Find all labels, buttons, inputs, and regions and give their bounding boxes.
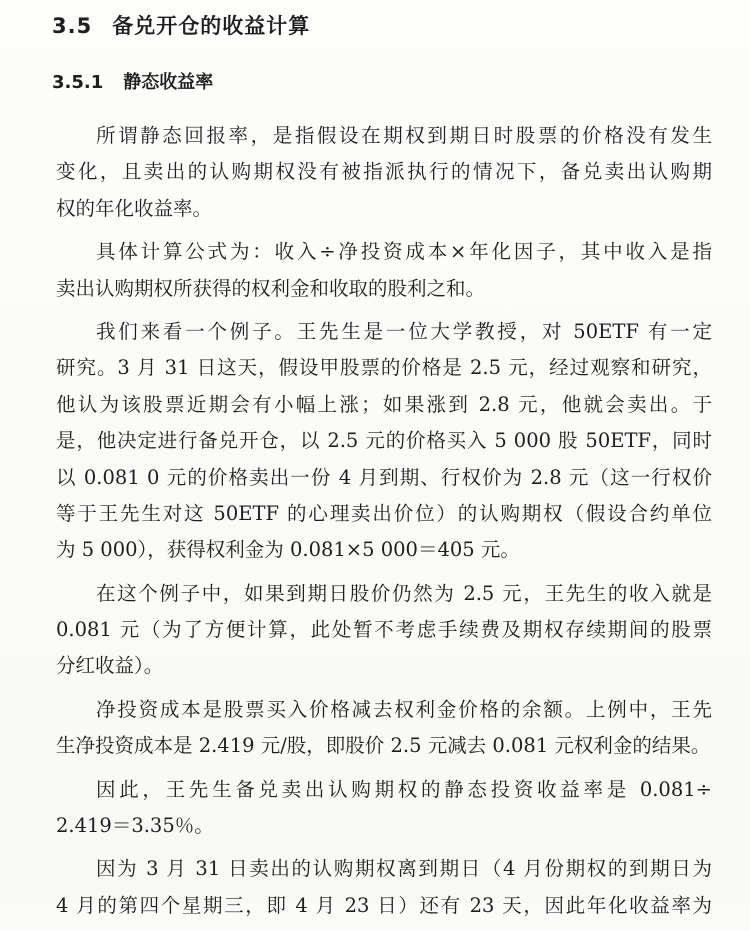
text-line: 卖出认购期权所获得的权利金和收取的股利之和。 — [56, 276, 486, 300]
text-line: 0.081 元（为了方便计算，此处暂不考虑手续费及期权存续期间的股票 — [56, 618, 712, 642]
paragraph-formula — [56, 234, 712, 307]
text-line: 研究。3 月 31 日这天，假设甲股票的价格是 2.5 元，经过观察和研究， — [56, 356, 712, 380]
subsection-title: 静态收益率 — [123, 72, 214, 93]
text-line: 生净投资成本是 2.419 元/股，即股价 2.5 元减去 0.081 元权利金的结果。 — [56, 734, 711, 758]
paragraph-income — [56, 576, 712, 685]
paragraph-net-cost — [56, 692, 712, 765]
paragraph-example — [56, 314, 712, 569]
text-line: 我们来看一个例子。王先生是一位大学教授，对 50ETF 有一定 — [96, 319, 712, 343]
text-line: 变化，且卖出的认购期权没有被指派执行的情况下，备兑卖出认购期 — [56, 160, 712, 184]
text-line: 所谓静态回报率，是指假设在期权到期日时股票的价格没有发生 — [96, 124, 712, 147]
subsection-number: 3.5.1 — [52, 72, 104, 93]
text-line: 因此，王先生备兑卖出认购期权的静态投资收益率是 0.081÷ — [96, 777, 712, 801]
section-number: 3.5 — [52, 14, 93, 38]
text-line: 因为 3 月 31 日卖出的认购期权离到期日（4 月份期权的到期日为 — [96, 857, 712, 881]
text-line: 4 月的第四个星期三，即 4 月 23 日）还有 23 天，因此年化收益率为 — [56, 893, 712, 917]
paragraph-static-return-result — [56, 772, 712, 845]
text-line: 是，他决定进行备兑开仓，以 2.5 元的价格买入 5 000 股 50ETF，同时 — [56, 429, 712, 453]
text-line: 分红收益）。 — [56, 654, 164, 678]
text-line: 2.419＝3.35％。 — [56, 814, 214, 838]
text-line: 他认为该股票近期会有小幅上涨；如果涨到 2.8 元，他就会卖出。于 — [56, 392, 712, 416]
section-title: 备兑开仓的收益计算 — [112, 14, 311, 38]
text-line: 具体计算公式为：收入÷净投资成本×年化因子，其中收入是指 — [96, 240, 712, 264]
text-line: 权的年化收益率。 — [56, 196, 213, 220]
body-text — [56, 118, 712, 931]
text-line: 在这个例子中，如果到期日股价仍然为 2.5 元，王先生的收入就是 — [96, 581, 712, 605]
text-line: 等于王先生对这 50ETF 的心理卖出价位）的认购期权（假设合约单位 — [56, 501, 712, 525]
text-line: 净投资成本是股票买入价格减去权利金价格的余额。上例中，王先 — [96, 697, 712, 721]
paragraph-static-return-definition — [56, 118, 712, 227]
paragraph-annualized — [56, 851, 712, 924]
section-heading — [52, 10, 310, 40]
text-line: 为 5 000），获得权利金为 0.081×5 000＝405 元。 — [56, 538, 520, 562]
subsection-heading — [52, 68, 213, 94]
text-line: 以 0.081 0 元的价格卖出一份 4 月到期、行权价为 2.8 元（这一行权价 — [56, 465, 712, 489]
